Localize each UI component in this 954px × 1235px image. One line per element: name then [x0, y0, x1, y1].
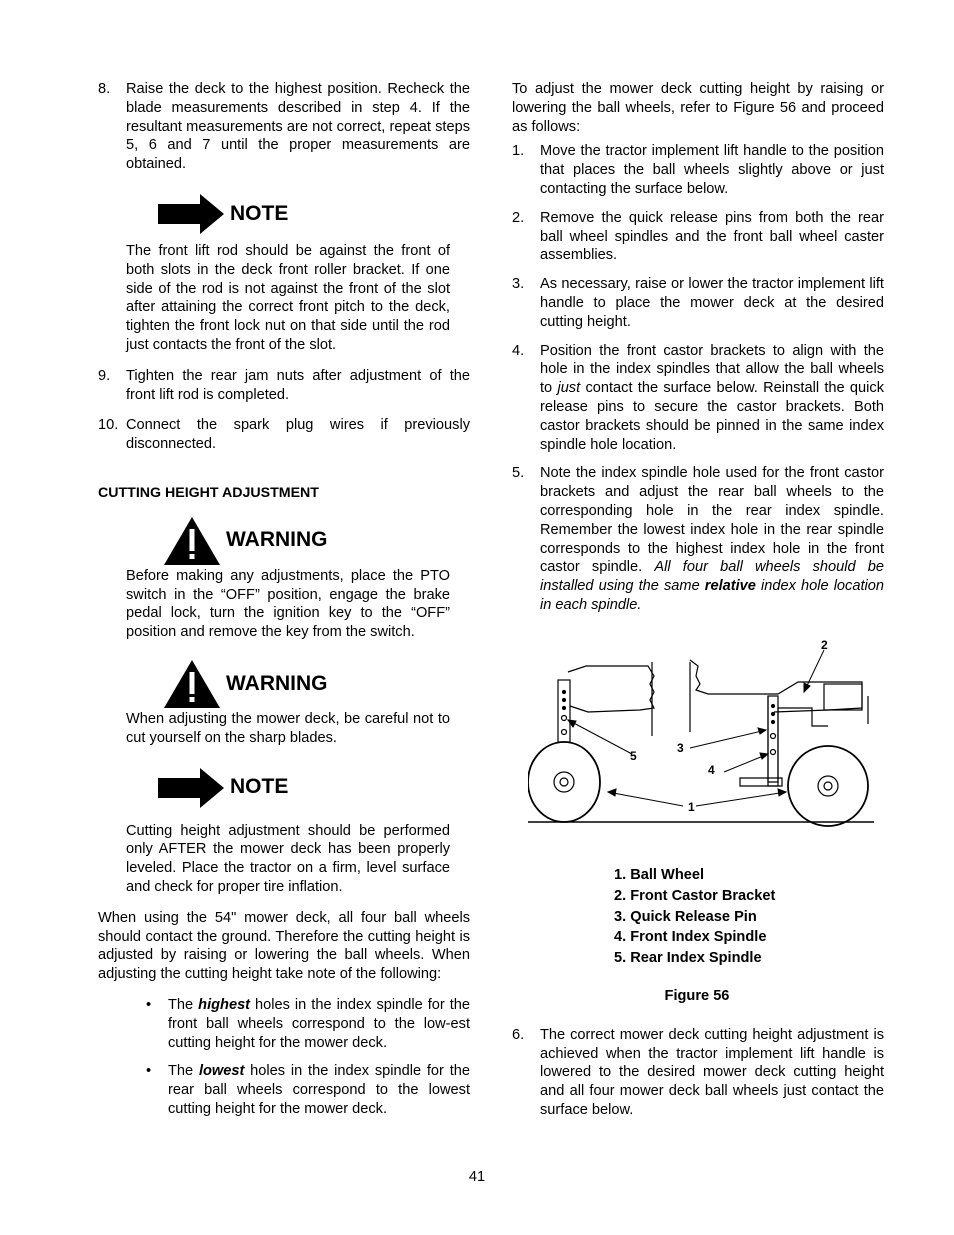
step-text: Raise the deck to the highest position. Recheck the blade measurements described in step 4. If the resultant measurements are not correct, repeat steps 5, 6 and 7 until the proper measurements are obtained.: [126, 81, 470, 173]
front-castor-bracket: [768, 696, 828, 782]
step-number: 6.: [512, 1026, 525, 1043]
step-emphasis: just: [557, 380, 581, 397]
note-label: NOTE: [230, 201, 289, 225]
deck-left-body: [568, 666, 654, 712]
note-label: NOTE: [230, 775, 289, 799]
right-ball-wheel: [788, 746, 868, 826]
note-text: The front lift rod should be against the front of both slots in the deck front roller bracket. If one side of the rod is not against the front of the slot after attaining the correct front pitch to the deck, tighten the front lock nut on that side until the rod just contacts the front of the slot.: [126, 242, 450, 353]
warning-text: Before making any adjustments, place the PTO switch in the “OFF” position, engage the brake pedal lock, turn the ignition key to the “OFF” position and remove the key from the switch.: [126, 567, 450, 641]
left-column: [98, 80, 470, 1129]
bullet-text-pre: The: [168, 996, 199, 1013]
step-4: [512, 342, 884, 455]
legend-item: 5. Rear Index Spindle: [614, 950, 762, 967]
note-callout-2: [98, 764, 470, 897]
warning-icon: [164, 660, 220, 708]
step-strong: relative: [704, 578, 756, 595]
step-text: Connect the spark plug wires if previously disconnected.: [126, 417, 470, 453]
bullet-highest: [144, 996, 470, 1052]
step-number: 2.: [512, 209, 525, 226]
bullet-dot: •: [146, 1063, 152, 1080]
step-8: [98, 80, 470, 174]
bullet-emphasis: lowest: [198, 1063, 245, 1080]
callout-1: 1: [688, 800, 695, 814]
legend-item: 1. Ball Wheel: [614, 867, 705, 883]
callout-2: 2: [821, 638, 828, 652]
figure-56-diagram: [528, 636, 874, 828]
step-number: 9.: [98, 367, 111, 384]
bullet-emphasis: highest: [198, 996, 251, 1013]
bullet-text-post: holes in the index spindle for the front ball wheels correspond to the low-est cutting height for the mower deck.: [168, 996, 471, 1051]
legend-item: 4. Front Index Spindle: [614, 929, 767, 946]
figure-legend: [614, 866, 884, 970]
legend-item: 2. Front Castor Bracket: [614, 887, 776, 904]
section-heading: CUTTING HEIGHT ADJUSTMENT: [98, 484, 319, 501]
step-1: [512, 142, 884, 198]
step-italic-1: All four ball wheels should be installed using the same: [540, 559, 884, 595]
callout-5: 5: [630, 749, 637, 763]
step-text-post: contact the surface below. Reinstall the quick release pins to secure the castor brackets. Both castor brackets should be pinned in the same index spindle hole location.: [540, 380, 884, 453]
step-italic-2: index hole location in each spindle.: [540, 578, 884, 613]
step-5: [512, 464, 884, 614]
bullet-lowest: [144, 1062, 470, 1118]
step-text: Note the index spindle hole used for the front castor brackets and adjust the rear ball wheels to the corresponding hole in the rear index spindle. Remember the lowest index hole in the rear spindle corresponds to the highest index hole in the front castor spindle.: [540, 465, 884, 576]
warning-label: WARNING: [226, 671, 328, 695]
step-text: The correct mower deck cutting height adjustment is achieved when the tractor implement lift handle is lowered to the desired mower deck cutting height and all four mower deck ball wheels just contact the surface below.: [540, 1026, 884, 1118]
bullet-text-pre: The: [168, 1063, 199, 1080]
warning-text: When adjusting the mower deck, be careful not to cut yourself on the sharp blades.: [126, 710, 450, 746]
rear-index-spindle: [558, 680, 570, 742]
callout-3: 3: [677, 741, 684, 755]
warning-callout-1: [98, 517, 470, 642]
step-number: 1.: [512, 143, 525, 160]
warning-callout-2: [98, 660, 470, 748]
step-number: 5.: [512, 465, 525, 482]
arrow-right-icon: [158, 768, 224, 808]
step-10: [98, 416, 470, 454]
front-index-spindle: [768, 696, 778, 786]
right-column: [512, 80, 884, 625]
step-text: Move the tractor implement lift handle to the position that places the ball wheels slightly above or just contacting the surface below.: [540, 143, 884, 197]
arrow-right-icon: [158, 194, 224, 234]
step-text-pre: Position the front castor brackets to align with the hole in the index spindles that allow the ball wheels to: [540, 342, 884, 397]
step-number: 4.: [512, 342, 525, 359]
step-number: 10.: [98, 417, 119, 434]
step-text: Tighten the rear jam nuts after adjustment of the front lift rod is completed.: [126, 367, 470, 403]
step-3: [512, 275, 884, 331]
intro-paragraph: To adjust the mower deck cutting height by raising or lowering the ball wheels, refer to Figure 56 and proceed as follows:: [512, 81, 884, 135]
figure-legend-block: [512, 866, 884, 1130]
warning-label: WARNING: [226, 528, 328, 552]
figure-caption: Figure 56: [664, 987, 730, 1004]
step-2: [512, 209, 884, 265]
bullet-dot: •: [146, 996, 152, 1013]
page-number: 41: [468, 1169, 486, 1185]
legend-item: 3. Quick Release Pin: [614, 908, 757, 925]
paragraph-54-deck: When using the 54" mower deck, all four ball wheels should contact the ground. Therefore the cutting height is adjusted by raising or lowering the ball wheels. When adjusting the cutting height take note of the following:: [98, 909, 470, 983]
step-9: [98, 367, 470, 405]
left-ball-wheel: [528, 742, 600, 822]
step-text: As necessary, raise or lower the tractor implement lift handle to place the mower deck at the desired cutting height.: [540, 276, 884, 330]
callout-4: 4: [708, 763, 715, 777]
deck-right-body: [690, 660, 862, 712]
step-6: [512, 1026, 884, 1120]
step-number: 8.: [98, 81, 111, 97]
step-number: 3.: [512, 276, 525, 293]
warning-icon: [164, 517, 220, 565]
step-text: Remove the quick release pins from both the rear ball wheel spindles and the front ball wheel caster assemblies.: [540, 209, 884, 264]
note-callout-1: [98, 190, 470, 355]
bullet-text-post: holes in the index spindle for the rear ball wheels correspond to the lowest cutting height for the mower deck.: [168, 1063, 470, 1117]
note-text: Cutting height adjustment should be performed only AFTER the mower deck has been properly leveled. Place the tractor on a firm, level surface and check for proper tire inflation.: [126, 822, 450, 895]
